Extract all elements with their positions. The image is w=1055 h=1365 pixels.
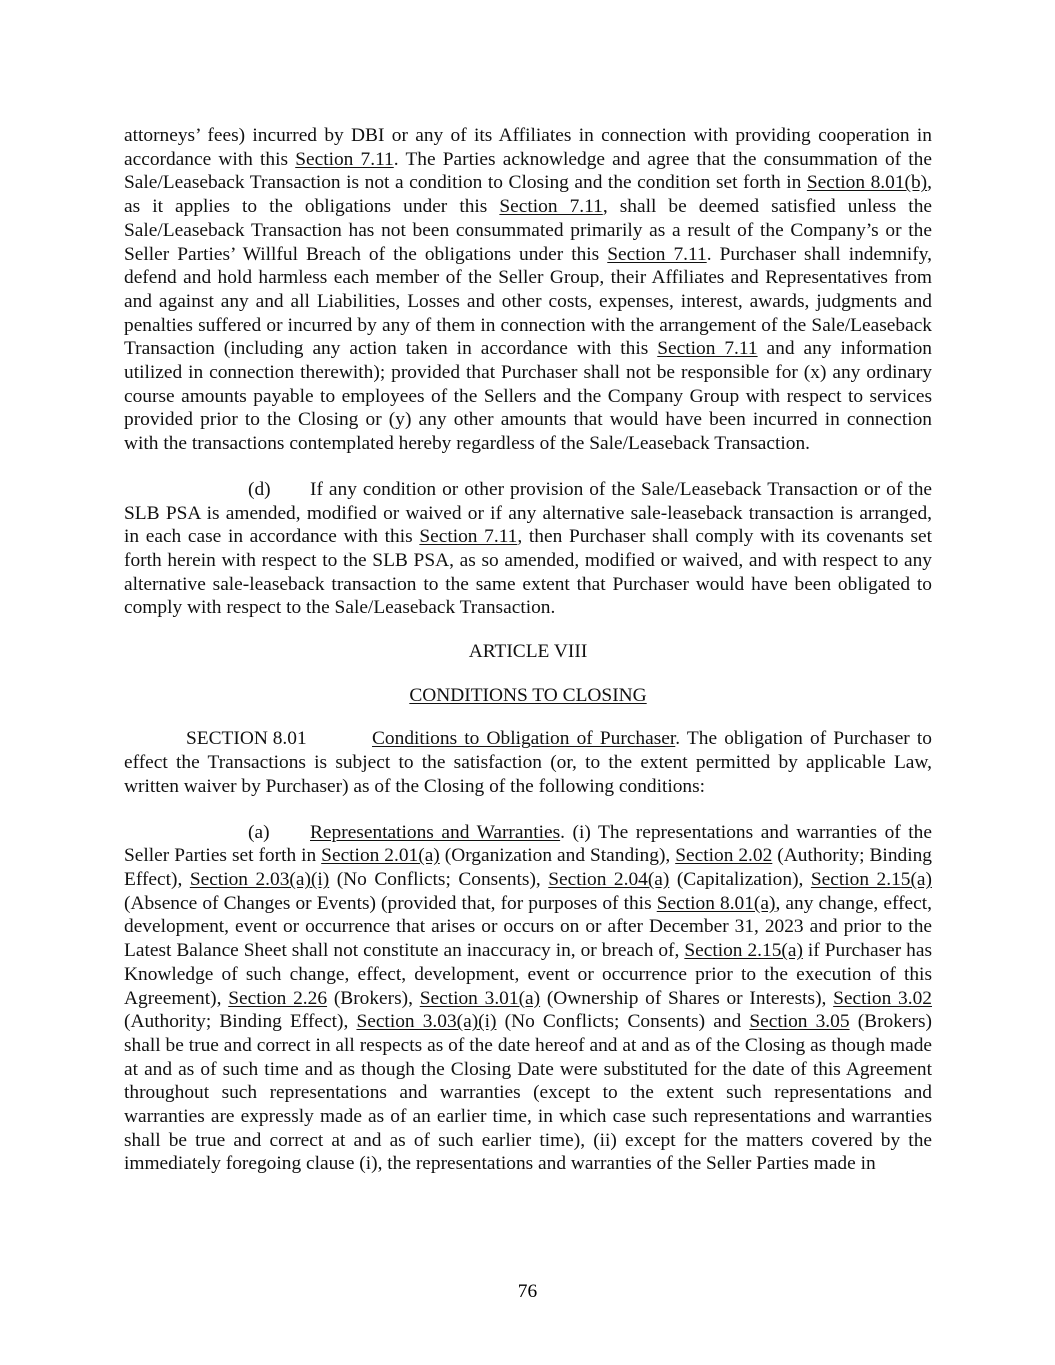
section-reference: Section 8.01(a): [656, 892, 776, 914]
section-reference: Section 3.01(a): [419, 987, 541, 1009]
section-heading: Conditions to Obligation of Purchaser: [372, 728, 676, 750]
section-number: SECTION 8.01: [186, 728, 307, 750]
section-reference: Section 2.15(a): [684, 940, 803, 962]
section-reference: Section 7.11: [657, 338, 758, 360]
paragraph-cooperation: attorneys’ fees) incurred by DBI or any of its Affiliates in connection with providing cooperation in accordance with this Section 7.11. The Parties acknowledge and agree that the consummation of the Sale/Leaseback Transaction is not a condition to Closing and the condition set forth in Section 8.01(b), as it applies to the obligations under this Section 7.11, shall be deemed satisfied unless the Sale/Leaseback Transaction has not been consummated primarily as a result of the Company’s or the Seller Parties’ Willful Breach of the obligations under this Section 7.11. Purchaser shall indemnify, defend and hold harmless each member of the Seller Group, their Affiliates and Representatives from and against any and all Liabilities, Losses and other costs, expenses, interest, awards, judgments and penalties suffered or incurred by any of them in connection with the arrangement of the Sale/Leaseback Transaction (including any action taken in accordance with this Section 7.11 and any information utilized in connection therewith); provided that Purchaser shall not be responsible for (x) any ordinary course amounts payable to employees of the Sellers and the Company Group with respect to services provided prior to the Closing or (y) any other amounts that would have been incurred in connection with the transactions contemplated hereby regardless of the Sale/Leaseback Transaction.: [124, 125, 932, 455]
section-reference: Section 7.11: [419, 526, 518, 548]
section-reference: Section 7.11: [607, 243, 707, 265]
section-reference: Section 2.04(a): [548, 868, 670, 890]
article-title: CONDITIONS TO CLOSING: [409, 684, 647, 706]
section-reference: Section 2.03(a)(i): [189, 868, 330, 890]
clause-label: (a): [248, 821, 270, 843]
section-reference: Section 2.26: [228, 987, 328, 1009]
section-reference: Section 2.02: [675, 845, 773, 867]
section-reference: Section 8.01(b): [806, 172, 928, 194]
section-reference: Section 7.11: [295, 148, 394, 170]
clause-label: (d): [248, 478, 271, 500]
section-reference: Section 7.11: [499, 196, 603, 218]
section-reference: Section 2.15(a): [810, 868, 932, 890]
article-number: ARTICLE VIII: [468, 641, 588, 663]
section-reference: Section 2.01(a): [321, 845, 440, 867]
paragraph-d: (d) If any condition or other provision of the Sale/Leaseback Transaction or of the SLB PSA is amended, modified or waived or if any alternative sale-leaseback transaction is arranged, in each case in accordance with this Section 7.11, then Purchaser shall comply with its covenants set forth herein with respect to the SLB PSA, as so amended, modified or waived, and with respect to any alternative sale-leaseback transaction to the same extent that Purchaser would have been obligated to comply with respect to the Sale/Leaseback Transaction.: [124, 478, 933, 619]
section-reference: Section 3.05: [749, 1011, 850, 1033]
section-reference: Section 3.02: [833, 987, 932, 1009]
document-page: [124, 124, 932, 1176]
clause-heading: Representations and Warranties: [310, 821, 561, 843]
paragraph-a: (a) Representations and Warranties. (i) The representations and warranties of the Seller Parties set forth in Section 2.01(a) (Organization and Standing), Section 2.02 (Authority; Binding Effect), Section 2.03(a)(i) (No Conflicts; Consents), Section 2.04(a) (Capitalization), Section 2.15(a) (Absence of Changes or Events) (provided that, for purposes of this Section 8.01(a), any change, effect, development, event or occurrence that arises or occurs on or after December 31, 2023 and prior to the Latest Balance Sheet shall not constitute an inaccuracy in, or breach of, Section 2.15(a) if Purchaser has Knowledge of such change, effect, development, event or occurrence prior to the execution of this Agreement), Section 2.26 (Brokers), Section 3.01(a) (Ownership of Shares or Interests), Section 3.02 (Authority; Binding Effect), Section 3.03(a)(i) (No Conflicts; Consents) and Section 3.05 (Brokers) shall be true and correct in all respects as of the date hereof and at and as of the Closing as though made at and as of such time and as though the Closing Date were substituted for the date of this Agreement throughout such representations and warranties (except to the extent such representations and warranties are expressly made as of an earlier time, in which case such representations and warranties shall be true and correct at and as of such earlier time), (ii) except for the matters covered by the immediately foregoing clause (i), the representations and warranties of the Seller Parties made in: [124, 821, 933, 1175]
page-number: 76: [517, 1281, 538, 1302]
section-8-01: SECTION 8.01 Conditions to Obligation of Purchaser. The obligation of Purchaser to effect the Transactions is subject to the satisfaction (or, to the extent permitted by applicable Law, written waiver by Purchaser) as of the Closing of the following conditions:: [124, 728, 932, 797]
section-reference: Section 3.03(a)(i): [356, 1011, 497, 1033]
